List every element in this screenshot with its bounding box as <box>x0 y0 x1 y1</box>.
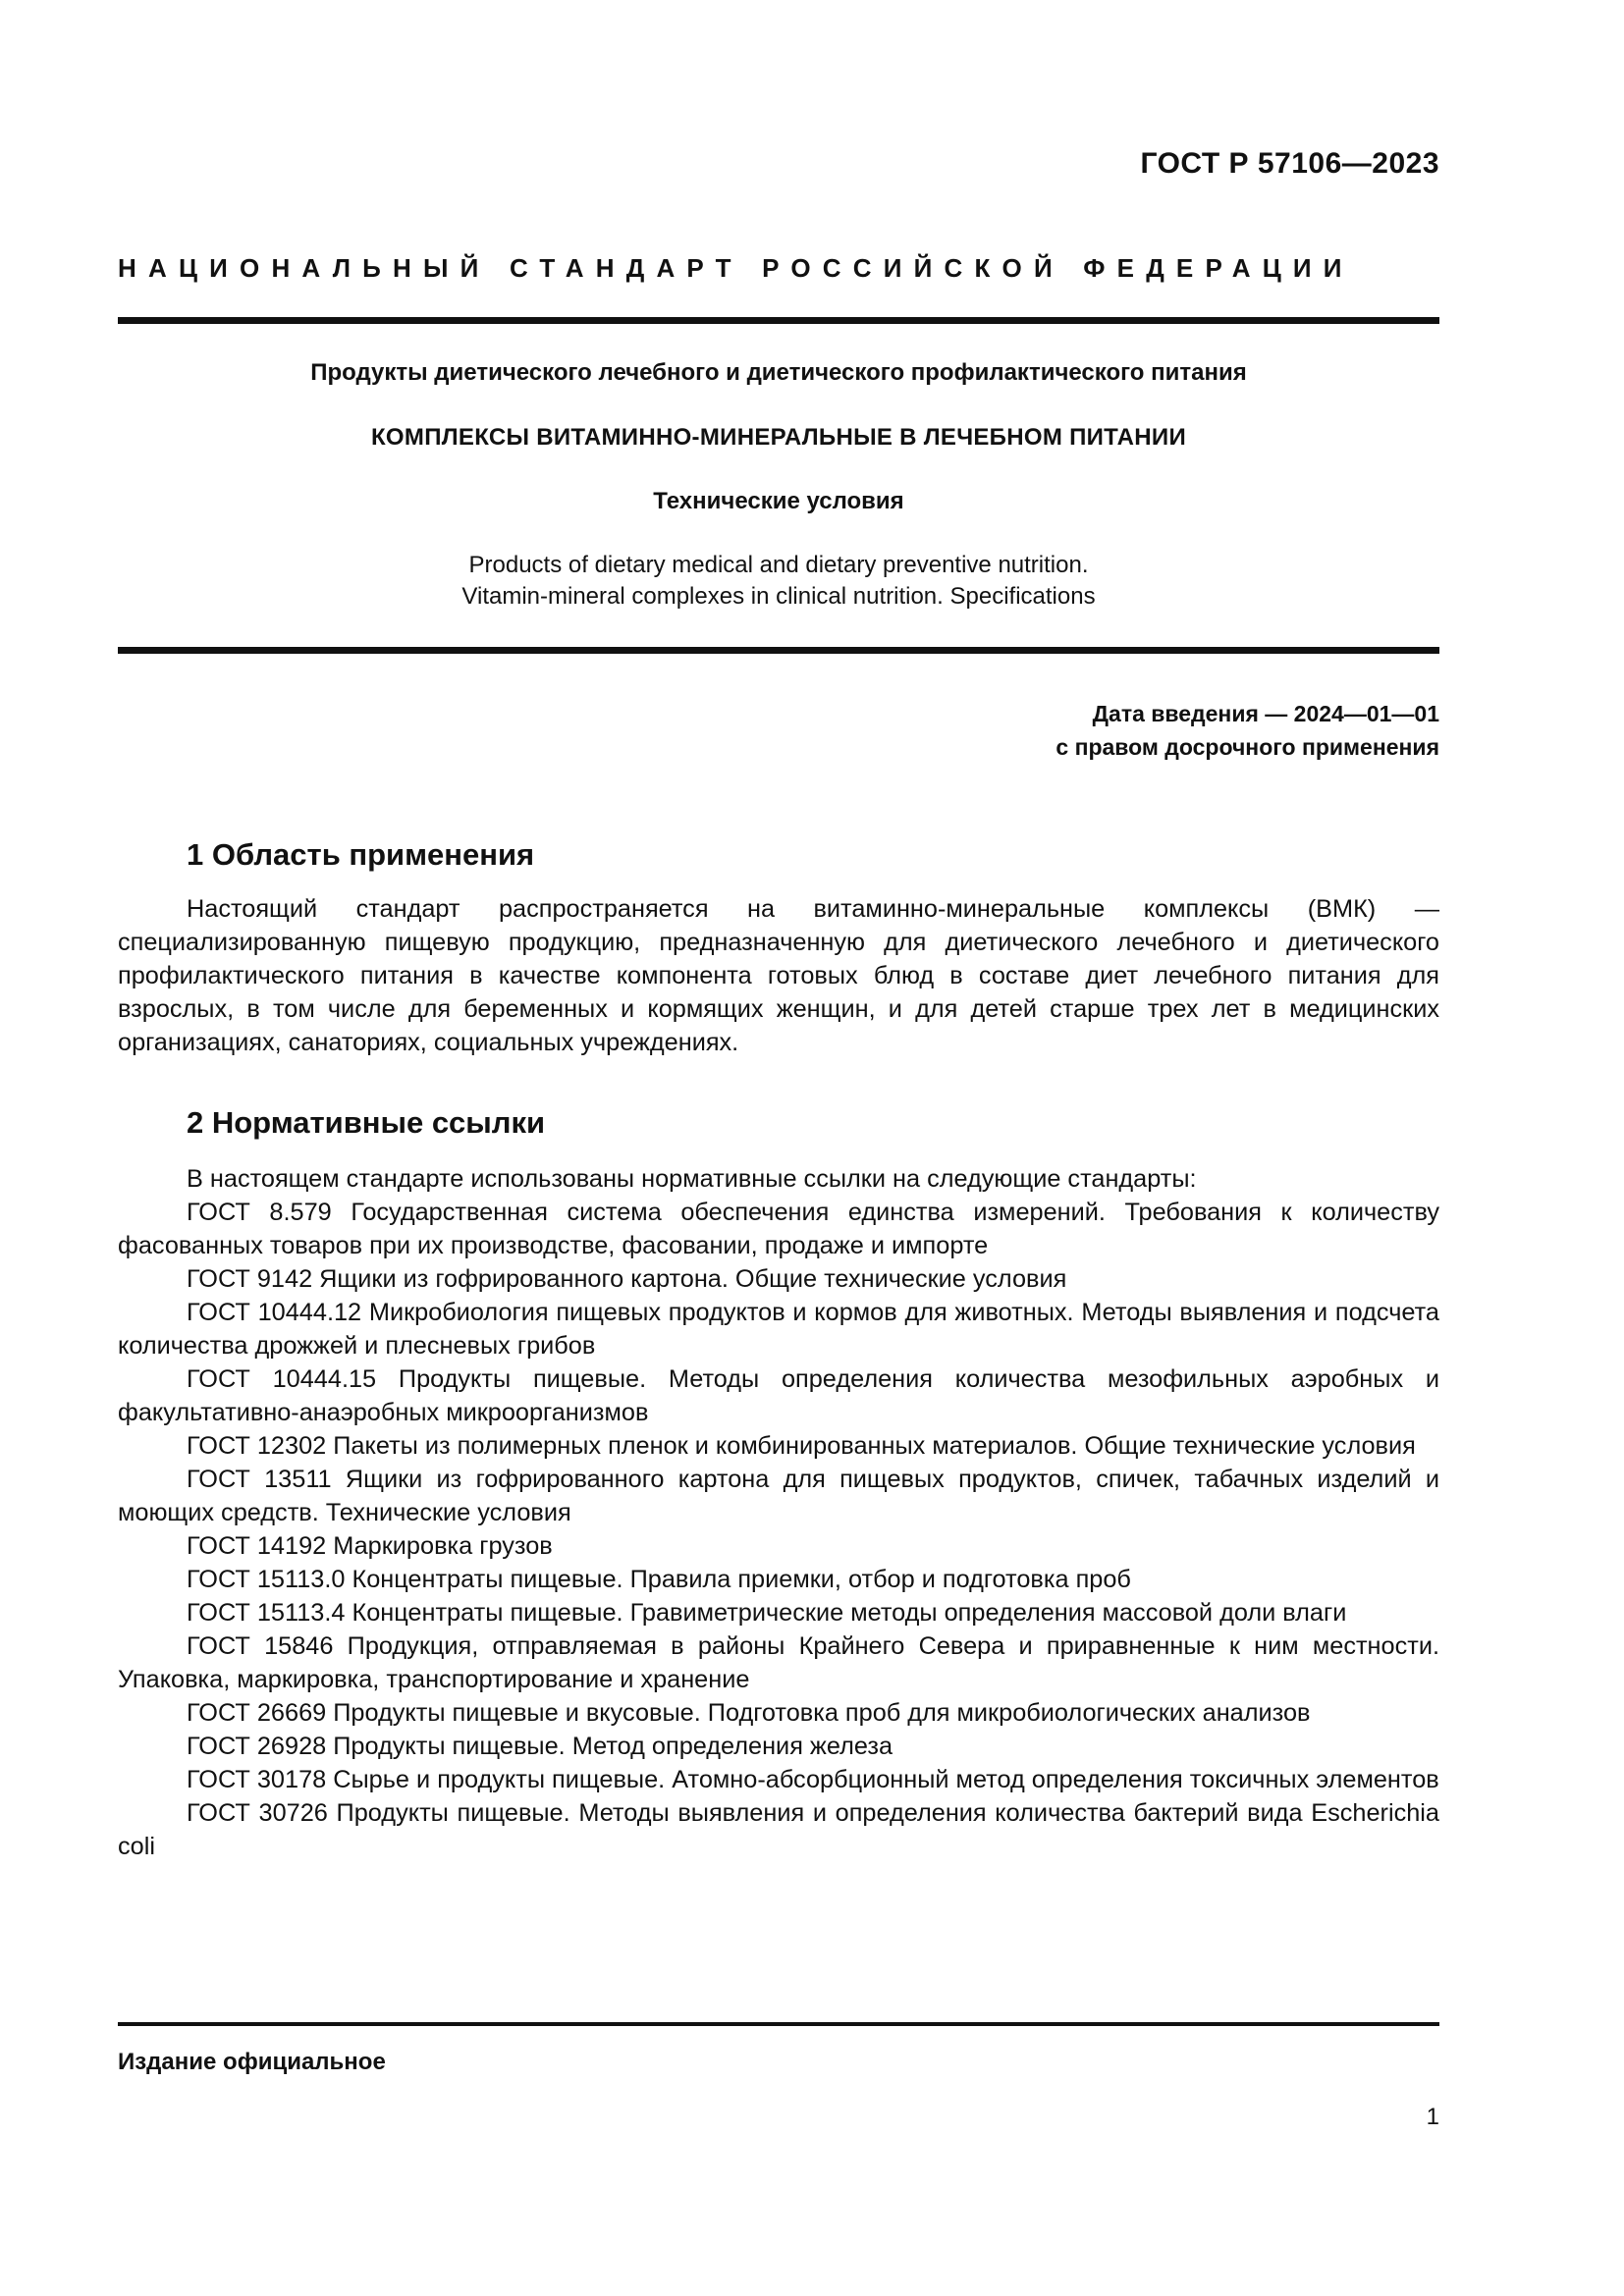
standard-main-title: КОМПЛЕКСЫ ВИТАМИННО-МИНЕРАЛЬНЫЕ В ЛЕЧЕБНОМ ПИТАНИИ <box>370 424 1186 451</box>
reference-item: ГОСТ 15113.0 Концентраты пищевые. Правила приемки, отбор и подготовка проб <box>187 1566 1131 1593</box>
reference-item: ГОСТ 8.579 Государственная система обеспечения единства измерений. Требования к количеству фасованных товаров при их производстве, фасовании, продаже и импорте <box>118 1199 1439 1259</box>
reference-item: ГОСТ 12302 Пакеты из полимерных пленок и комбинированных материалов. Общие технические условия <box>187 1432 1416 1460</box>
reference-item: ГОСТ 26928 Продукты пищевые. Метод определения железа <box>187 1733 893 1760</box>
normative-references <box>118 1162 1439 1863</box>
early-application-note: с правом досрочного применения <box>1056 734 1439 760</box>
footer-divider <box>118 2022 1439 2026</box>
page-number: 1 <box>1426 2104 1439 2130</box>
introduction-date: Дата введения — 2024—01—01 <box>1092 701 1439 726</box>
section-1-heading: 1 Область применения <box>187 837 535 872</box>
reference-item: ГОСТ 15113.4 Концентраты пищевые. Гравиметрические методы определения массовой доли влаги <box>187 1599 1347 1627</box>
reference-item: ГОСТ 10444.12 Микробиология пищевых продуктов и кормов для животных. Методы выявления и подсчета количества дрожжей и плесневых грибов <box>118 1299 1439 1360</box>
english-title-line-1: Products of dietary medical and dietary preventive nutrition. <box>468 552 1089 578</box>
english-title-line-2: Vitamin-mineral complexes in clinical nutrition. Specifications <box>461 583 1096 610</box>
reference-item: ГОСТ 13511 Ящики из гофрированного картона для пищевых продуктов, спичек, табачных изделий и моющих средств. Технические условия <box>118 1466 1439 1526</box>
technical-conditions-title: Технические условия <box>653 488 904 514</box>
introduction-date-block <box>1056 697 1439 764</box>
reference-item: ГОСТ 26669 Продукты пищевые и вкусовые. Подготовка проб для микробиологических анализов <box>187 1699 1311 1727</box>
reference-item: ГОСТ 15846 Продукция, отправляемая в районы Крайнего Севера и приравненные к ним местности. Упаковка, маркировка, транспортирование и хранение <box>118 1632 1439 1693</box>
product-category-title: Продукты диетического лечебного и диетического профилактического питания <box>310 359 1247 386</box>
reference-item: ГОСТ 14192 Маркировка грузов <box>187 1532 553 1560</box>
top-divider <box>118 317 1439 324</box>
english-title <box>118 550 1439 613</box>
reference-item: ГОСТ 10444.15 Продукты пищевые. Методы определения количества мезофильных аэробных и факультативно-анаэробных микроорганизмов <box>118 1365 1439 1426</box>
reference-item: ГОСТ 9142 Ящики из гофрированного картона. Общие технические условия <box>187 1265 1067 1293</box>
section-2-heading: 2 Нормативные ссылки <box>187 1105 546 1140</box>
reference-item: ГОСТ 30726 Продукты пищевые. Методы выявления и определения количества бактерий вида Escherichia coli <box>118 1799 1439 1860</box>
document-number: ГОСТ Р 57106—2023 <box>1140 147 1439 180</box>
national-standard-heading: НАЦИОНАЛЬНЫЙ СТАНДАРТ РОССИЙСКОЙ ФЕДЕРАЦИИ <box>118 253 1354 283</box>
section-1-text: Настоящий стандарт распространяется на витаминно-минеральные комплексы (ВМК) — специализированную пищевую продукцию, предназначенную для диетического лечебного и диетического профилактического питания в качестве компонента готовых блюд в составе диет лечебного питания для взрослых, в том числе для беременных и кормящих женщин, и для детей старше трех лет в медицинских организациях, санаториях, социальных учреждениях. <box>118 895 1439 1056</box>
official-edition-label: Издание официальное <box>118 2049 386 2075</box>
reference-item: ГОСТ 30178 Сырье и продукты пищевые. Атомно-абсорбционный метод определения токсичных элементов <box>187 1766 1439 1793</box>
title-divider <box>118 647 1439 654</box>
references-intro: В настоящем стандарте использованы нормативные ссылки на следующие стандарты: <box>187 1165 1197 1193</box>
